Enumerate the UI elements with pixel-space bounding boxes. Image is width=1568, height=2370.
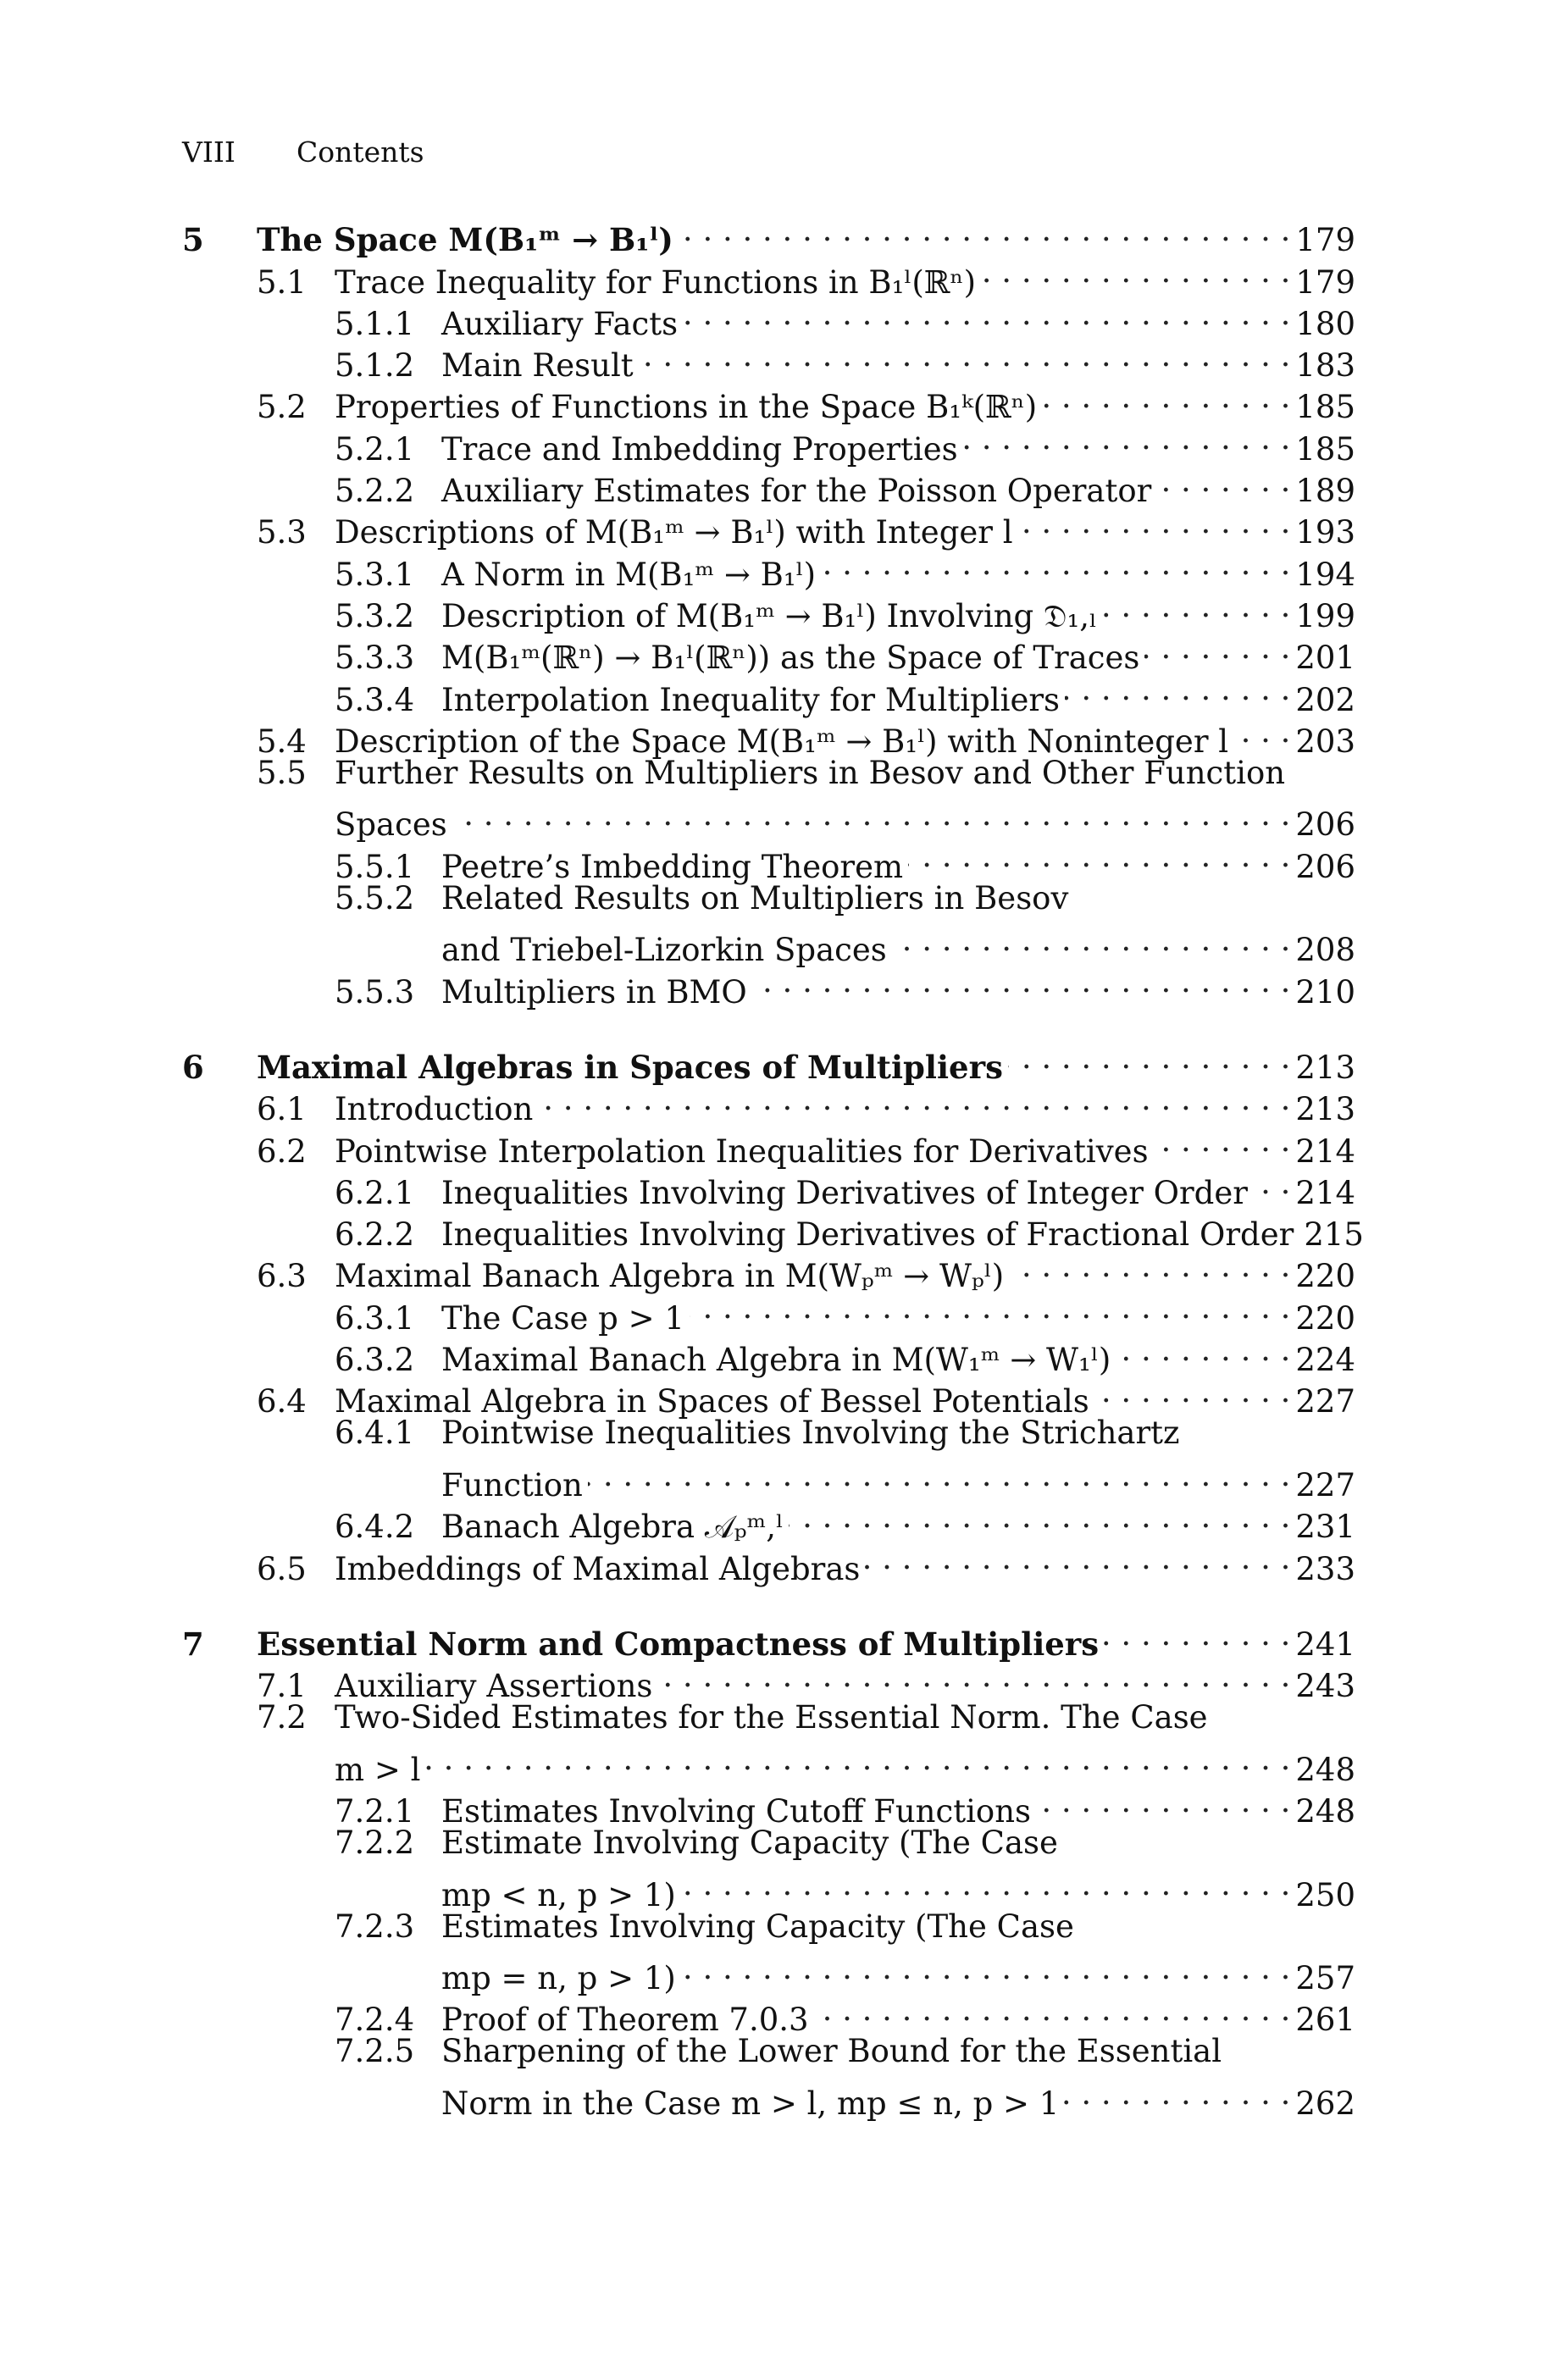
entry-number: 6.3 [257,1258,307,1295]
entry-number: 5.5.3 [335,973,415,1011]
entry-number: 5.1 [257,263,307,301]
leader-dots [1009,1245,1290,1287]
toc-subsection-entry[interactable] [182,1989,1355,2039]
entry-number: 5.2.1 [335,430,415,468]
entry-title: Maximal Banach Algebra in M(Wₚᵐ → Wₚˡ) [335,1258,1005,1295]
entry-page-number: 201 [1295,640,1355,677]
entry-title: Maximal Banach Algebra in M(W₁ᵐ → W₁ˡ) [441,1342,1111,1379]
entry-page-number: 179 [1295,263,1355,301]
entry-title: Main Result [441,347,634,385]
leader-dots [683,293,1290,335]
entry-number: 6.2 [257,1132,307,1170]
leader-dots [1094,1371,1291,1412]
entry-title: M(B₁ᵐ(ℝⁿ) → B₁ˡ(ℝⁿ)) as the Space of Traces [441,640,1140,677]
entry-number: 5.5.1 [335,848,415,885]
toc-subsection-entry[interactable] [182,878,1355,919]
page-number: VIII [182,136,235,169]
leader-dots [981,251,1290,292]
entry-title: Properties of Functions in the Space B₁ᵏ(ℝⁿ) [335,389,1038,426]
entry-page-number: 180 [1295,305,1355,342]
entry-number: 5.2.2 [335,473,415,510]
entry-page-number: 185 [1295,430,1355,468]
entry-number: 6.5 [257,1550,307,1587]
entry-title: Auxiliary Assertions [335,1668,653,1705]
entry-page-number: 185 [1295,389,1355,426]
entry-page-number: 250 [1295,1876,1355,1913]
entry-page-number: 243 [1295,1668,1355,1705]
toc-continuation-line[interactable] [182,794,1355,844]
entry-page-number: 262 [1295,2085,1355,2123]
leader-dots [1144,627,1290,668]
leader-dots [538,1078,1290,1120]
entry-page-number: 241 [1295,1625,1355,1663]
entry-page-number: 248 [1295,1751,1355,1788]
leader-dots [1156,460,1290,501]
entry-page-number: 213 [1295,1049,1355,1086]
entry-number: 7.2.3 [335,1908,415,1945]
entry-number: 6.4 [257,1383,307,1420]
entry-title: The Space M(B₁ᵐ → B₁ˡ) [257,221,673,259]
entry-number: 5.3.1 [335,556,415,593]
entry-title: Descriptions of M(B₁ᵐ → B₁ˡ) with Integer l [335,514,1013,551]
leader-dots [1104,1614,1290,1655]
entry-title: Essential Norm and Compactness of Multipliers [257,1625,1100,1663]
entry-number: 7.2 [257,1699,307,1736]
toc-subsection-entry[interactable] [182,2030,1355,2072]
entry-number: 5.3 [257,514,307,551]
entry-page-number: 248 [1295,1792,1355,1830]
entry-title: Two-Sided Estimates for the Essential Norm. The Case [335,1699,1208,1736]
toc-chapter-entry[interactable] [182,1037,1355,1086]
entry-number: 7.1 [257,1668,307,1705]
entry-page-number: 206 [1295,806,1355,844]
entry-number: 6.1 [257,1091,307,1128]
entry-number: 5.3.3 [335,640,415,677]
leader-dots [908,835,1290,877]
entry-title: Estimate Involving Capacity (The Case [441,1824,1058,1861]
toc-chapter-entry[interactable] [182,1614,1355,1663]
leader-dots [639,335,1291,376]
leader-dots [1036,1780,1290,1822]
leader-dots [1008,1037,1290,1078]
entry-title: Trace and Imbedding Properties [441,430,958,468]
toc-subsection-entry[interactable] [182,1412,1355,1454]
entry-page-number: 220 [1295,1299,1355,1337]
toc-subsection-entry[interactable] [182,1822,1355,1863]
entry-number: 5.3.4 [335,681,415,718]
leader-dots [452,794,1291,835]
entry-page-number: 199 [1295,597,1355,634]
entry-number: 5.4 [257,723,307,760]
entry-page-number: 257 [1295,1960,1355,1997]
entry-title: Maximal Algebras in Spaces of Multipliers [257,1048,1003,1086]
entry-page-number: 220 [1295,1258,1355,1295]
entry-title: Estimates Involving Cutoff Functions [441,1792,1032,1830]
entry-title: The Case p > 1 [441,1299,684,1337]
entry-title: Pointwise Interpolation Inequalities for Derivatives [335,1132,1149,1170]
entry-title: Multipliers in BMO [441,973,747,1011]
entry-title: mp < n, p > 1) [441,1876,676,1913]
toc-continuation-line[interactable] [182,919,1355,969]
entry-title: Banach Algebra 𝒜ₚᵐ,ˡ [441,1509,784,1546]
toc-subsection-entry[interactable] [182,1496,1355,1546]
entry-number: 5 [182,221,204,259]
entry-number: 6.2.1 [335,1174,415,1211]
entry-title: Interpolation Inequality for Multipliers [441,681,1061,718]
entry-number: 6.3.2 [335,1342,415,1379]
entry-page-number: 215 [1304,1216,1364,1254]
entry-page-number: 206 [1295,848,1355,885]
leader-dots [1253,1162,1290,1204]
entry-page-number: 224 [1295,1342,1355,1379]
entry-page-number: 210 [1295,973,1355,1011]
entry-page-number: 227 [1295,1383,1355,1420]
leader-dots [821,543,1290,584]
entry-number: 7.2.1 [335,1792,415,1830]
entry-number: 6.4.2 [335,1509,415,1546]
entry-number: 6.3.1 [335,1299,415,1337]
leader-dots [1065,668,1290,710]
entry-page-number: 193 [1295,514,1355,551]
entry-page-number: 227 [1295,1466,1355,1503]
entry-title: Inequalities Involving Derivatives of Fractional Order [441,1216,1294,1254]
leader-dots [1102,585,1290,627]
entry-page-number: 179 [1295,222,1355,259]
leader-dots [679,209,1291,251]
entry-number: 5.2 [257,389,307,426]
entry-page-number: 208 [1295,932,1355,969]
table-of-contents [182,209,1364,2123]
leader-dots [681,1863,1291,1905]
entry-title: mp = n, p > 1) [441,1960,676,1997]
leader-dots [690,1287,1290,1328]
running-title: Contents [296,136,424,169]
entry-title: Related Results on Multipliers in Besov [441,879,1069,916]
entry-page-number: 214 [1295,1174,1355,1211]
entry-title: Auxiliary Facts [441,305,679,342]
leader-dots [892,919,1291,961]
entry-title: Further Results on Multipliers in Besov and Other Function [335,754,1286,791]
leader-dots [657,1655,1290,1697]
entry-number: 5.5.2 [335,879,415,916]
entry-page-number: 233 [1295,1550,1355,1587]
toc-continuation-line[interactable] [182,1947,1355,1997]
entry-number: 7.2.5 [335,2033,415,2070]
entry-page-number: 231 [1295,1509,1355,1546]
leader-dots [1064,2073,1290,2114]
entry-page-number: 183 [1295,347,1355,385]
leader-dots [1116,1329,1290,1371]
toc-subsection-entry[interactable] [182,1906,1355,1947]
entry-number: 5.1.1 [335,305,415,342]
entry-title: Auxiliary Estimates for the Poisson Operator [441,473,1152,510]
entry-number: 5.5 [257,754,307,791]
leader-dots [752,961,1291,1002]
leader-dots [1018,501,1291,543]
toc-chapter-entry[interactable] [182,209,1355,259]
toc-continuation-line[interactable] [182,2073,1355,2123]
entry-title: A Norm in M(B₁ᵐ → B₁ˡ) [441,556,817,593]
entry-title: Norm in the Case m > l, mp ≤ n, p > 1 [441,2085,1060,2123]
leader-dots [1042,376,1290,418]
leader-dots [814,1989,1291,2030]
entry-page-number: 261 [1295,2002,1355,2039]
leader-dots [865,1537,1290,1579]
leader-dots [1233,711,1290,752]
entry-page-number: 189 [1295,473,1355,510]
entry-title: Estimates Involving Capacity (The Case [441,1908,1074,1945]
entry-title: Imbeddings of Maximal Algebras [335,1550,861,1587]
leader-dots [425,1738,1290,1780]
leader-dots [789,1496,1290,1537]
entry-number: 5.1.2 [335,347,415,385]
entry-title: m > l [335,1751,421,1788]
entry-number: 5.3.2 [335,597,415,634]
running-header [182,136,424,169]
entry-title: Inequalities Involving Derivatives of Integer Order [441,1174,1248,1211]
entry-title: Trace Inequality for Functions in B₁ˡ(ℝⁿ) [335,263,977,301]
entry-title: and Triebel-Lizorkin Spaces [441,932,887,969]
entry-title: Description of the Space M(B₁ᵐ → B₁ˡ) with Noninteger l [335,723,1229,760]
toc-section-entry[interactable] [182,1697,1355,1738]
toc-continuation-line[interactable] [182,1738,1355,1788]
leader-dots [963,418,1291,459]
entry-title: Maximal Algebra in Spaces of Bessel Potentials [335,1383,1089,1420]
entry-page-number: 203 [1295,723,1355,760]
entry-title: Sharpening of the Lower Bound for the Essential [441,2033,1222,2070]
entry-number: 7.2.4 [335,2002,415,2039]
entry-number: 7.2.2 [335,1824,415,1861]
toc-continuation-line[interactable] [182,1454,1355,1503]
entry-title: Function [441,1466,583,1503]
entry-number: 6 [182,1048,204,1086]
entry-number: 7 [182,1625,204,1663]
toc-subsection-entry[interactable] [182,961,1355,1011]
toc-continuation-line[interactable] [182,1863,1355,1913]
entry-title: Peetre’s Imbedding Theorem [441,848,904,885]
toc-section-entry[interactable] [182,752,1355,794]
entry-title: Introduction [335,1091,534,1128]
entry-title: Description of M(B₁ᵐ → B₁ˡ) Involving 𝔇₁,ₗ [441,597,1098,634]
entry-page-number: 202 [1295,681,1355,718]
leader-dots [681,1947,1291,1989]
leader-dots [588,1454,1291,1496]
entry-title: Pointwise Inequalities Involving the Strichartz [441,1415,1180,1452]
entry-number: 6.4.1 [335,1415,415,1452]
leader-dots [1154,1120,1291,1161]
entry-page-number: 194 [1295,556,1355,593]
entry-page-number: 213 [1295,1091,1355,1128]
entry-title: Proof of Theorem 7.0.3 [441,2002,809,2039]
entry-page-number: 214 [1295,1132,1355,1170]
entry-title: Spaces [335,806,447,844]
entry-number: 6.2.2 [335,1216,415,1254]
